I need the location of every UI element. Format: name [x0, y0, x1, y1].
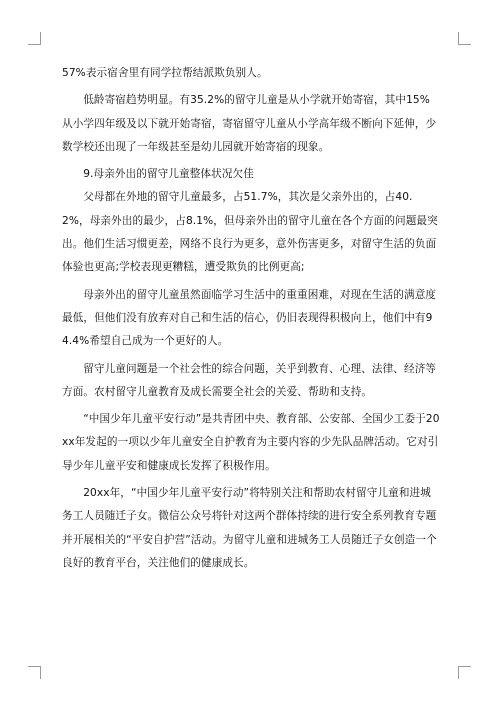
paragraph-6: “中国少年儿童平安行动”是共青团中央、教育部、公安部、全国少工委于20xx年发起的一项以少年儿童安全自护教育为主要内容的少先队品牌活动。它对引导少年儿童平安和健康成长发挥了积极作用。: [62, 413, 440, 472]
paragraph-5: 留守儿童问题是一个社会性的综合问题，关乎到教育、心理、法律、经济等方面。农村留守儿童教育及成长需要全社会的关爱、帮助和支持。: [62, 362, 437, 398]
crop-mark-bottom-right: [458, 666, 471, 679]
paragraph-7: 20xx年，“中国少年儿童平安行动”将特别关注和帮助农村留守儿童和进城务工人员随迁子女。微信公众号将针对这两个群体持续的进行安全系列教育专题并开展相关的“平安自护营”活动。为留守儿童和进城务工人员随迁子女创造一个良好的教育平台，关注他们的健康成长。: [62, 487, 437, 569]
section-heading: 9.母亲外出的留守儿童整体状况欠佳: [83, 168, 254, 181]
crop-mark-top-right: [458, 32, 471, 45]
document-body: [62, 62, 440, 575]
paragraph-3: 父母都在外地的留守儿童最多，占51.7%，其次是父亲外出的，占40.2%，母亲外出的最少，占8.1%，但母亲外出的留守儿童在各个方面的问题最突出。他们生活习惯更差，网络不良行为更多，意外伤害更多，对留守生活的负面体验也更高;学校表现更糟糕，遭受欺负的比例更高;: [62, 191, 438, 274]
paragraph-2: 低龄寄宿趋势明显。有35.2%的留守儿童是从小学就开始寄宿，其中15%从小学四年级及以下就开始寄宿，寄宿留守儿童从小学高年级不断向下延伸，少数学校还出现了一年级甚至是幼儿园就开始寄宿的现象。: [62, 94, 437, 153]
crop-mark-bottom-left: [28, 666, 41, 679]
crop-mark-top-left: [28, 32, 41, 45]
paragraph-4: 母亲外出的留守儿童虽然面临学习生活中的重重困难，对现在生活的满意度最低，但他们没有放弃对自己和生活的信心，仍旧表现得积极向上，他们中有94.4%希望自己成为一个更好的人。: [62, 288, 437, 348]
paragraph-1: 57%表示宿舍里有同学拉帮结派欺负别人。: [62, 67, 268, 79]
